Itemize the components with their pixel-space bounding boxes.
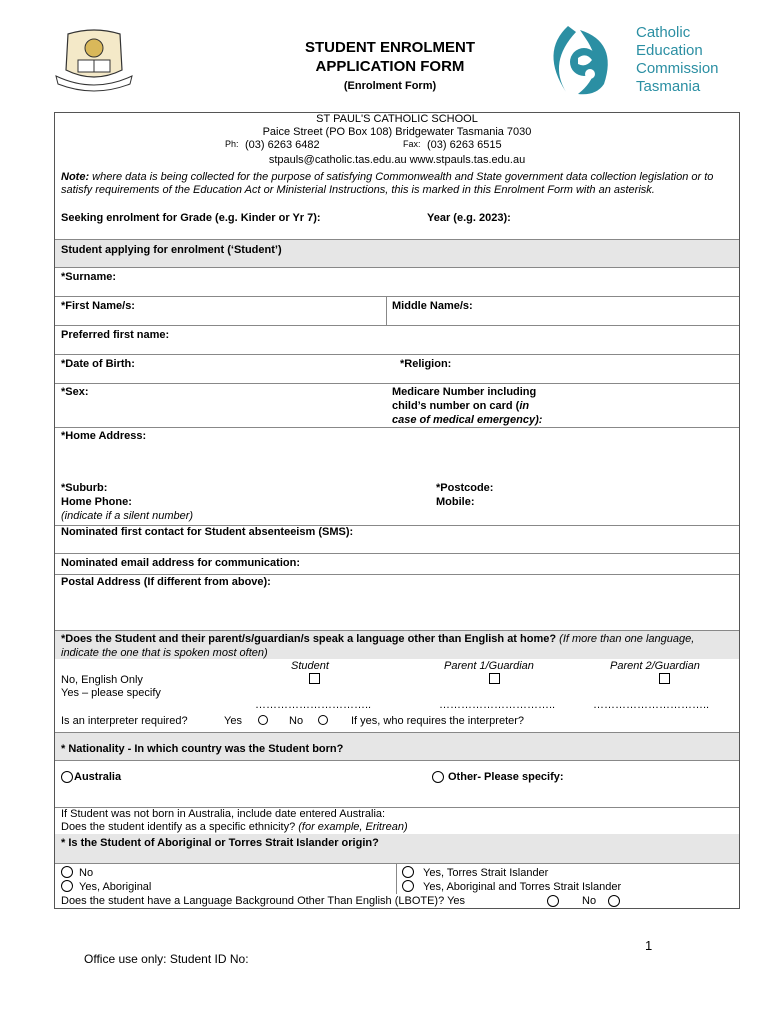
birth-country-row: Australia Other- Please specify: — [55, 761, 739, 808]
interpreter-row: Is an interpreter required? Yes No If yes, who requires the interpreter? — [55, 707, 739, 733]
australia-radio[interactable] — [61, 771, 73, 783]
subtitle: (Enrolment Form) — [343, 80, 437, 92]
aboriginal-no-radio[interactable] — [61, 866, 73, 878]
parent1-language-input[interactable]: ………………………….. — [439, 699, 556, 711]
middle-name-field[interactable]: Middle Name/s: — [392, 300, 473, 312]
home-address-field[interactable]: *Home Address: — [61, 430, 147, 442]
lbote-no-radio[interactable] — [608, 895, 620, 907]
suburb-field[interactable]: *Suburb: — [61, 482, 108, 494]
interpreter-yes-radio[interactable] — [258, 715, 268, 725]
cec-wordmark: Catholic Education Commission Tasmania — [636, 24, 719, 95]
page-number: 1 — [645, 938, 653, 953]
nationality-question: * Nationality - In which country was the Student born? — [55, 733, 739, 761]
language-question: *Does the Student and their parent/s/guardian/s speak a language other than English at home? (If more than one language, indicate the one that is spoken most often) — [55, 631, 739, 659]
aboriginal-yes-radio[interactable] — [61, 880, 73, 892]
other-country-radio[interactable] — [432, 771, 444, 783]
school-address: Paice Street (PO Box 108) Bridgewater Tasmania 7030 — [262, 126, 532, 138]
form-title — [240, 38, 540, 92]
postal-address-field[interactable]: Postal Address (If different from above): — [55, 575, 739, 631]
preferred-name-field[interactable]: Preferred first name: — [55, 326, 739, 355]
note: Note: where data is being collected for the purpose of satisfying Commonwealth and State government data collection legislation or to satisfy requirements of the Education Act or Ministerial Instructions, this is marked in this Enrolment Form with an asterisk. — [61, 171, 714, 196]
title-line-1: STUDENT ENROLMENT — [305, 39, 475, 56]
student-language-input[interactable]: ………………………….. — [255, 699, 372, 711]
name-row — [55, 297, 739, 326]
date-entered-field[interactable]: If Student was not born in Australia, include date entered Australia: — [61, 808, 386, 820]
lbote-row: Does the student have a Language Background Other Than English (LBOTE)? Yes No — [55, 894, 739, 910]
suburb-row: *Suburb: *Postcode: Home Phone: Mobile: (indicate if a silent number) — [55, 482, 739, 526]
religion-field[interactable]: *Religion: — [400, 358, 452, 370]
student-section-header: Student applying for enrolment (‘Student’) — [55, 240, 739, 268]
first-name-field[interactable]: *First Name/s: — [61, 300, 135, 312]
entry-ethnicity — [55, 808, 739, 834]
cec-emblem-icon — [538, 22, 628, 98]
title-line-2: APPLICATION FORM — [315, 58, 465, 75]
school-crest-logo — [48, 28, 140, 94]
student-english-only-checkbox[interactable] — [309, 673, 320, 684]
parent2-english-only-checkbox[interactable] — [659, 673, 670, 684]
parent1-english-only-checkbox[interactable] — [489, 673, 500, 684]
torres-strait-radio[interactable] — [402, 866, 414, 878]
aboriginal-question: * Is the Student of Aboriginal or Torres Strait Islander origin? — [55, 834, 739, 864]
email-field[interactable]: Nominated email address for communication: — [55, 554, 739, 575]
lbote-yes-radio[interactable] — [547, 895, 559, 907]
dob-row — [55, 355, 739, 384]
school-name: ST PAUL'S CATHOLIC SCHOOL — [316, 113, 478, 125]
dob-field[interactable]: *Date of Birth: — [61, 358, 135, 370]
mobile-field[interactable]: Mobile: — [436, 496, 475, 508]
aboriginal-options: No Yes, Aboriginal Yes, Torres Strait Islander Yes, Aboriginal and Torres Strait Islander — [55, 864, 739, 894]
cec-logo — [538, 22, 748, 98]
parent2-language-input[interactable]: ………………………….. — [593, 699, 710, 711]
language-options: Student Parent 1/Guardian Parent 2/Guardian No, English Only Yes – please specify ………………………….. ………………………….. ………………………….. — [61, 660, 710, 711]
sex-row — [55, 384, 739, 428]
school-fax: (03) 6263 6515 — [427, 139, 502, 151]
home-phone-field[interactable]: Home Phone: — [61, 496, 132, 508]
school-info: ST PAUL'S CATHOLIC SCHOOL Paice Street (PO Box 108) Bridgewater Tasmania 7030 Ph: (03) 6263 6482 Fax: (03) 6263 6515 stpauls@catholic.tas.edu.au www.stpauls.tas.edu.au — [55, 113, 739, 171]
ethnicity-field[interactable]: Does the student identify as a specific ethnicity? (for example, Eritrean) — [61, 821, 408, 833]
sms-field[interactable]: Nominated first contact for Student absenteeism (SMS): — [55, 526, 739, 554]
sex-field[interactable]: *Sex: — [61, 386, 89, 398]
school-phone: (03) 6263 6482 — [245, 139, 320, 151]
enrolment-form — [54, 112, 740, 909]
other-country-field[interactable]: Other- Please specify: — [448, 771, 564, 783]
school-contact: stpauls@catholic.tas.edu.au www.stpauls.tas.edu.au — [268, 154, 526, 166]
grade-row: Seeking enrolment for Grade (e.g. Kinder or Yr 7): Year (e.g. 2023): — [55, 210, 739, 240]
medicare-field[interactable]: Medicare Number including child’s number on card (in case of medical emergency): — [392, 386, 543, 426]
surname-field[interactable]: *Surname: — [55, 268, 739, 297]
office-use-label: Office use only: Student ID No: — [84, 952, 249, 966]
interpreter-no-radio[interactable] — [318, 715, 328, 725]
aboriginal-and-torres-radio[interactable] — [402, 880, 414, 892]
postcode-field[interactable]: *Postcode: — [436, 482, 494, 494]
